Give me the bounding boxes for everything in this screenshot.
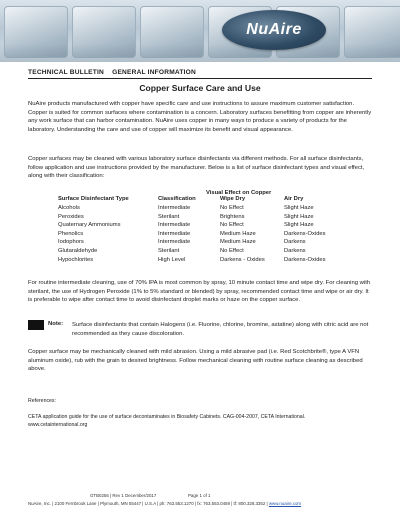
- table-cell: Intermediate: [158, 239, 191, 246]
- table-cell: Slight Haze: [284, 205, 314, 211]
- table-cell: Peroxides: [58, 213, 84, 220]
- footer-page-number: Page 1 of 1: [188, 493, 211, 498]
- reference-link: www.cetainternational.org: [28, 422, 88, 428]
- page-title: Copper Surface Care and Use: [139, 83, 261, 93]
- table-header: Air Dry: [284, 196, 304, 202]
- table-cell: Medium Haze: [220, 239, 256, 246]
- disinfectant-paragraph: Copper surfaces may be cleaned with various laboratory surface disinfectants via different methods. For all surface disinfectants, follow application and use instructions provided by the manufacturer. Below is a list of surface disinfectant types and visual effect, along with their classification:: [28, 156, 365, 180]
- header-banner: [0, 0, 400, 62]
- references-heading: References:: [28, 398, 56, 404]
- divider: [28, 78, 372, 79]
- note-label: Note:: [48, 321, 64, 327]
- table-cell: Darkens: [284, 248, 306, 254]
- footer-doc-code: GTB0256 | Rev 1 December/2017: [90, 493, 157, 498]
- table-cell: Glutaraldehyde: [58, 248, 98, 254]
- table-cell: Brightens: [220, 213, 245, 220]
- table-cell: Sterilant: [158, 213, 180, 220]
- logo-text: NuAire: [246, 21, 302, 38]
- table-cell: Slight Haze: [284, 213, 314, 220]
- table-cell: Quaternary Ammoniums: [58, 222, 121, 229]
- table-cell: No Effect: [220, 222, 244, 229]
- table-cell: Slight Haze: [284, 222, 314, 229]
- intro-paragraph: NuAire products manufactured with copper have specific care and use instructions to assure maximum customer satisfaction. Copper is suited for common surfaces where contamination is a concern. Laboratory surfaces benefitting from copper are inherently any work surface that can harbor contamination. NuAire uses copper in many ways to produce a variety of products for the laboratory. Understanding the care and use of copper will maximize its benefit and visual appearance.: [28, 101, 372, 133]
- abrasion-paragraph: Copper surface may be mechanically cleaned with mild abrasion. Using a mild abrasive pad (i.e. Red Scotchbrite®, type A VFN aluminum oxide), rub with the grain to desired brightness. Follow mechanical cleaning with routine surface cleaning as described above.: [28, 349, 363, 373]
- table-cell: Darkens - Oxides: [220, 256, 265, 263]
- table-cell: Phenolics: [58, 230, 84, 237]
- table-cell: Darkens: [284, 239, 306, 246]
- footer-website-link[interactable]: www.nuaire.com: [268, 501, 302, 506]
- table-cell: No Effect: [220, 205, 244, 211]
- table-cell: Darkens-Oxides: [284, 256, 326, 263]
- table-cell: Sterilant: [158, 248, 180, 254]
- footer-address-text: NuAire, Inc. | 2100 Fernbrook Lane | Plymouth, MN 55447 | U.S.A | ph: 763.553.1270 | fx: 763.553.0459 | tf: 800.328.3352 |: [28, 501, 268, 506]
- routine-cleaning-paragraph: For routine intermediate cleaning, use of 70% IPA is most common by spray, 10 minute contact time and wipe dry. For cleaning with sterilant, the use of Hydrogen Peroxide (1% to 5% standard or blended) by spray, recommended contact time and wipe or air dry. It is preferable to wipe after contact time to avoid disinfectant droplet marks or haze on the copper surface.: [28, 280, 371, 304]
- table-cell: Intermediate: [158, 205, 191, 211]
- table-header: Surface Disinfectant Type: [58, 196, 129, 202]
- table-cell: Hypochlorites: [58, 256, 94, 263]
- table-cell: Medium Haze: [220, 230, 256, 237]
- table-cell: Darkens-Oxides: [284, 230, 326, 237]
- table-cell: High Level: [158, 256, 186, 263]
- table-header: Classification: [158, 196, 196, 202]
- note-text: Surface disinfectants that contain Halogens (i.e. Fluorine, chlorine, bromine, astatine) along with citric acid are not recommended as they cause discoloration.: [72, 322, 369, 337]
- table-cell: Iodophors: [58, 239, 84, 246]
- table-cell: No Effect: [220, 248, 244, 254]
- reference-citation: CETA application guide for the use of surface decontaminates in Biosafety Cabinets. CAG-004-2007, CETA International.: [28, 414, 306, 420]
- banner-shadow: [0, 44, 400, 62]
- footer-address: [28, 501, 301, 506]
- table-cell: Intermediate: [158, 230, 191, 237]
- section-label: TECHNICAL BULLETIN GENERAL INFORMATION: [28, 69, 196, 76]
- table-header-group: Visual Effect on Copper: [206, 190, 272, 196]
- nuaire-logo: [222, 10, 326, 50]
- table-cell: Intermediate: [158, 222, 191, 229]
- table-cell: Alcohols: [58, 205, 80, 211]
- table-header: Wipe Dry: [220, 196, 246, 202]
- note-icon: [28, 320, 44, 330]
